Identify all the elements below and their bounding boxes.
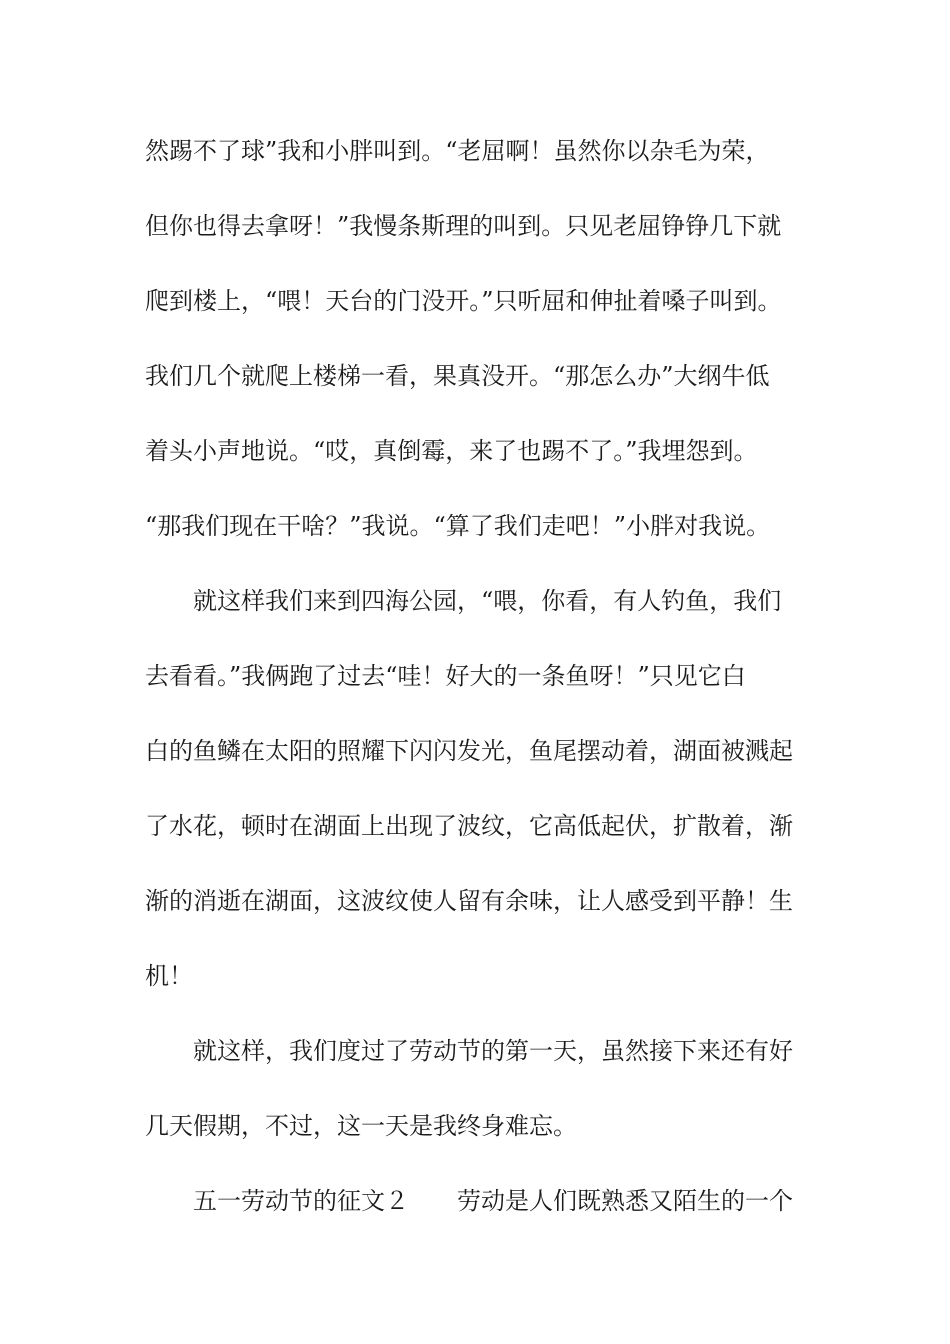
text-line-1: 然踢不了球”我和小胖叫到。“老屈啊！虽然你以杂毛为荣， [145,137,770,165]
text-line-2: 但你也得去拿呀！”我慢条斯理的叫到。只见老屈铮铮几下就 [145,212,782,240]
text-line-10: 了水花，顿时在湖面上出现了波纹，它高低起伏，扩散着，渐 [145,812,793,840]
section-heading: 五一劳动节的征文２ [193,1187,409,1215]
text-line-5: 着头小声地说。“哎，真倒霉，来了也踢不了。”我埋怨到。 [145,437,758,465]
text-line-3: 爬到楼上，“喂！天台的门没开。”只听屈和伸扯着嗓子叫到。 [145,287,782,315]
paragraph-start-line-7: 就这样我们来到四海公园，“喂，你看，有人钓鱼，我们 [193,587,782,615]
text-line-11: 渐的消逝在湖面，这波纹使人留有余味，让人感受到平静！生 [145,887,793,915]
text-line-4: 我们几个就爬上楼梯一看，果真没开。“那怎么办”大纲牛低 [145,362,770,390]
text-line-12: 机！ [145,962,193,990]
section-line [193,1181,893,1221]
text-line-9: 白的鱼鳞在太阳的照耀下闪闪发光，鱼尾摆动着，湖面被溅起 [145,737,793,765]
section-first-line: 劳动是人们既熟悉又陌生的一个 [457,1187,793,1215]
text-line-14: 几天假期，不过，这一天是我终身难忘。 [145,1112,577,1140]
paragraph-start-line-13: 就这样，我们度过了劳动节的第一天，虽然接下来还有好 [193,1037,793,1065]
text-line-6: “那我们现在干啥？”我说。“算了我们走吧！”小胖对我说。 [145,512,771,540]
text-line-8: 去看看。”我俩跑了过去“哇！好大的一条鱼呀！”只见它白 [145,662,746,690]
